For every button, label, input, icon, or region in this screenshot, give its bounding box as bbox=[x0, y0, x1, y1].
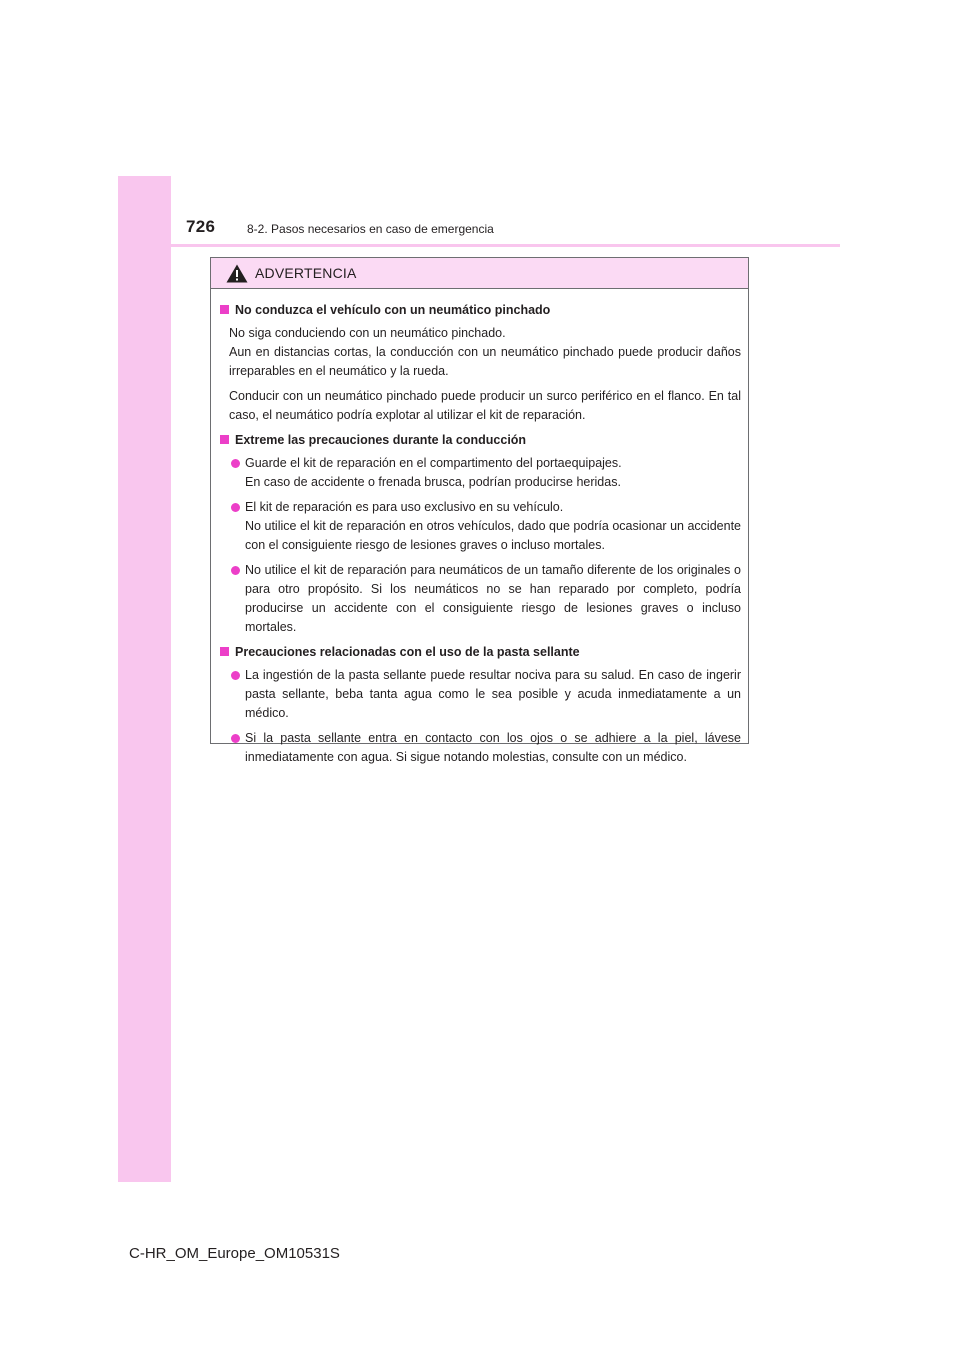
square-bullet-icon bbox=[220, 435, 229, 444]
list-item: Guarde el kit de reparación en el compartimento del portaequipajes. En caso de accidente o frenada brusca, podrían producirse heridas. bbox=[231, 454, 741, 492]
section-heading: Precauciones relacionadas con el uso de la pasta sellante bbox=[220, 643, 741, 662]
circle-bullet-icon bbox=[231, 566, 240, 575]
square-bullet-icon bbox=[220, 305, 229, 314]
circle-bullet-icon bbox=[231, 734, 240, 743]
warning-header bbox=[211, 258, 748, 289]
document-code: C-HR_OM_Europe_OM10531S bbox=[129, 1245, 340, 1262]
list-item: La ingestión de la pasta sellante puede resultar nociva para su salud. En caso de ingerir pasta sellante, beba tanta agua como le sea posible y acuda inmediatamente a un médico. bbox=[231, 666, 741, 723]
list-item: El kit de reparación es para uso exclusivo en su vehículo. No utilice el kit de reparación en otros vehículos, dado que podría ocasionar un accidente con el consiguiente riesgo de lesiones graves o incluso mortales. bbox=[231, 498, 741, 555]
list-item: No utilice el kit de reparación para neumáticos de un tamaño diferente de los originales o para otro propósito. Si los neumáticos no se han reparado por completo, podría producirse un accidente con el consiguiente riesgo de lesiones graves o incluso mortales. bbox=[231, 561, 741, 637]
section-title: 8-2. Pasos necesarios en caso de emergencia bbox=[247, 222, 494, 236]
square-bullet-icon bbox=[220, 647, 229, 656]
header-rule bbox=[118, 244, 840, 247]
page-number: 726 bbox=[186, 217, 216, 236]
warning-box bbox=[210, 257, 749, 764]
section-heading: Extreme las precauciones durante la conducción bbox=[220, 431, 741, 450]
list-item: Si la pasta sellante entra en contacto con los ojos o se adhiere a la piel, lávese inmediatamente con agua. Si sigue notando molestias, consulte con un médico. bbox=[231, 729, 741, 767]
warning-title: ADVERTENCIA bbox=[255, 265, 357, 281]
circle-bullet-icon bbox=[231, 671, 240, 680]
paragraph: Conducir con un neumático pinchado puede producir un surco periférico en el flanco. En tal caso, el neumático podría explotar al utilizar el kit de reparación. bbox=[229, 389, 741, 422]
circle-bullet-icon bbox=[231, 503, 240, 512]
side-band bbox=[118, 176, 171, 1182]
section-heading: No conduzca el vehículo con un neumático pinchado bbox=[220, 301, 741, 320]
circle-bullet-icon bbox=[231, 459, 240, 468]
warning-triangle-icon bbox=[226, 264, 248, 283]
warning-body bbox=[211, 289, 748, 767]
paragraph: No siga conduciendo con un neumático pinchado. Aun en distancias cortas, la conducción con un neumático pinchado puede producir daños irreparables en el neumático y la rueda. bbox=[229, 326, 741, 378]
